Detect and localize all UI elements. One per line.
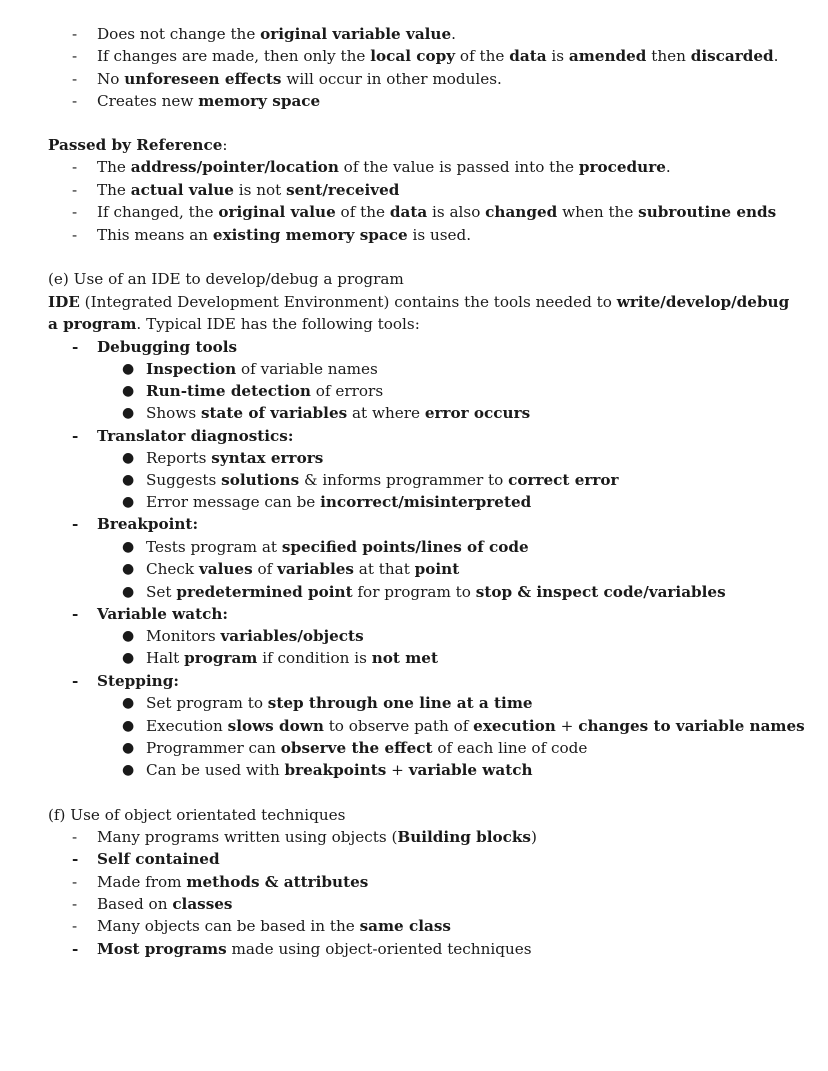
text-run: of the value is passed into the xyxy=(338,158,579,176)
dash-icon: - xyxy=(72,92,78,110)
bullet-icon: ● xyxy=(122,405,135,421)
dash-icon: - xyxy=(72,181,78,199)
tool-bullet-text xyxy=(146,581,726,603)
tool-bullet-text xyxy=(146,647,438,669)
ide-heading: (e) Use of an IDE to develop/debug a program xyxy=(48,270,404,288)
text-run: of xyxy=(252,560,278,578)
text-run: Tests program at xyxy=(146,538,282,556)
list-item xyxy=(0,893,828,915)
bold-run: point xyxy=(414,560,460,578)
text-run: Halt xyxy=(146,649,185,667)
text-run: Many programs written using objects ( xyxy=(97,828,398,846)
bold-run: original value xyxy=(218,203,336,221)
tool-bullet-text xyxy=(146,402,530,424)
bullet-icon: ● xyxy=(122,450,135,466)
dash-icon: - xyxy=(72,70,78,88)
text-run: Made from xyxy=(97,873,187,891)
text-run: No xyxy=(97,70,125,88)
text-run: & informs programmer to xyxy=(299,471,509,489)
text-run: is not xyxy=(233,181,287,199)
text-run: is also xyxy=(427,203,486,221)
list-item-text xyxy=(97,871,368,893)
bold-run: memory space xyxy=(198,92,321,110)
bold-run: solutions xyxy=(221,471,300,489)
tool-bullet-item xyxy=(0,491,828,513)
dash-icon: - xyxy=(72,828,78,846)
tool-bullet-text xyxy=(146,358,378,380)
dash-icon: - xyxy=(72,427,79,445)
tool-label-text xyxy=(97,513,198,535)
text-run: of each line of code xyxy=(432,739,588,757)
bullet-icon: ● xyxy=(122,695,135,711)
tool-bullet-item xyxy=(0,536,828,558)
text-run: if condition is xyxy=(257,649,372,667)
tool-bullet-text xyxy=(146,737,587,759)
text-run: made using object-oriented techniques xyxy=(226,940,532,958)
bold-run: variable watch xyxy=(408,761,533,779)
text-run: Reports xyxy=(146,449,212,467)
bold-run: Translator diagnostics: xyxy=(97,427,294,445)
bold-run: discarded xyxy=(690,47,774,65)
tool-label-text xyxy=(97,670,179,692)
bullet-icon: ● xyxy=(122,584,135,600)
text-run: of errors xyxy=(310,382,384,400)
bold-run: Inspection xyxy=(146,360,237,378)
list-item xyxy=(0,156,828,178)
bold-run: address/pointer/location xyxy=(130,158,339,176)
bold-run: data xyxy=(509,47,547,65)
text-run: The xyxy=(97,181,131,199)
tool-bullet-text xyxy=(146,469,619,491)
bold-run: local copy xyxy=(370,47,456,65)
tool-bullet-text xyxy=(146,558,459,580)
list-item-text xyxy=(97,23,456,45)
dash-icon: - xyxy=(72,338,79,356)
paragraph-line xyxy=(0,291,828,313)
bold-run: variables/objects xyxy=(220,627,364,645)
list-item-text xyxy=(97,45,778,67)
bold-run: Debugging tools xyxy=(97,338,238,356)
bold-run: Breakpoint: xyxy=(97,515,199,533)
text-run: (Integrated Development Environment) contains the tools needed to xyxy=(79,293,617,311)
text-run: when the xyxy=(557,203,639,221)
dash-icon: - xyxy=(72,47,78,65)
tool-bullet-text xyxy=(146,759,533,781)
bullet-icon: ● xyxy=(122,628,135,644)
bold-run: values xyxy=(198,560,253,578)
bullet-icon: ● xyxy=(122,740,135,756)
bold-run: stop & inspect code/variables xyxy=(475,583,726,601)
bold-run: Variable watch: xyxy=(97,605,229,623)
list-item-text xyxy=(97,915,451,937)
tool-bullet-item xyxy=(0,737,828,759)
bullet-icon: ● xyxy=(122,718,135,734)
text-run: of the xyxy=(455,47,510,65)
bullet-icon: ● xyxy=(122,472,135,488)
tool-label xyxy=(0,513,828,535)
list-item-text xyxy=(97,179,399,201)
oo-heading: (f) Use of object orientated techniques xyxy=(48,806,346,824)
list-item-text xyxy=(97,224,471,246)
dash-icon: - xyxy=(72,873,78,891)
dash-icon: - xyxy=(72,895,78,913)
dash-icon: - xyxy=(72,917,78,935)
tool-bullet-item xyxy=(0,581,828,603)
bullet-icon: ● xyxy=(122,383,135,399)
text-run: for program to xyxy=(352,583,476,601)
bold-run: classes xyxy=(172,895,233,913)
tool-bullet-item xyxy=(0,715,828,737)
text-run: Monitors xyxy=(146,627,221,645)
bullet-icon: ● xyxy=(122,650,135,666)
text-run: . xyxy=(665,158,671,176)
text-run: This means an xyxy=(97,226,213,244)
text-run: ) xyxy=(531,828,537,846)
bold-run: predetermined point xyxy=(176,583,353,601)
dash-icon: - xyxy=(72,850,79,868)
section-heading xyxy=(0,268,828,290)
bold-run: Most programs xyxy=(97,940,227,958)
tool-bullet-item xyxy=(0,692,828,714)
list-item xyxy=(0,826,828,848)
list-item xyxy=(0,871,828,893)
passed-by-reference-heading xyxy=(48,134,227,156)
list-item-text xyxy=(97,826,537,848)
bold-run: Stepping: xyxy=(97,672,179,690)
dash-icon: - xyxy=(72,605,79,623)
list-item xyxy=(0,23,828,45)
tool-label xyxy=(0,603,828,625)
list-item xyxy=(0,848,828,870)
bold-run: existing memory space xyxy=(212,226,408,244)
heading-text: Passed by Reference xyxy=(48,136,223,154)
tool-bullet-text xyxy=(146,692,533,714)
ide-intro-line-1 xyxy=(48,291,789,313)
text-run: If changed, the xyxy=(97,203,219,221)
text-run: Creates new xyxy=(97,92,199,110)
bold-run: IDE xyxy=(48,293,80,311)
tool-label-text xyxy=(97,603,228,625)
bold-run: unforeseen effects xyxy=(124,70,282,88)
text-run: Can be used with xyxy=(146,761,285,779)
text-run: . Typical IDE has the following tools: xyxy=(136,315,420,333)
tool-bullet-item xyxy=(0,380,828,402)
text-run: of the xyxy=(335,203,390,221)
bold-run: a program xyxy=(48,315,137,333)
tool-bullet-item xyxy=(0,759,828,781)
dash-icon: - xyxy=(72,672,79,690)
text-run: to observe path of xyxy=(323,717,474,735)
list-item-text xyxy=(97,938,532,960)
text-run: Execution xyxy=(146,717,228,735)
bold-run: step through one line at a time xyxy=(267,694,533,712)
bold-run: procedure xyxy=(578,158,666,176)
text-run: is xyxy=(546,47,569,65)
bold-run: observe the effect xyxy=(280,739,433,757)
dash-icon: - xyxy=(72,226,78,244)
bullet-icon: ● xyxy=(122,539,135,555)
heading-suffix: : xyxy=(222,136,228,154)
text-run: The xyxy=(97,158,131,176)
tool-bullet-item xyxy=(0,558,828,580)
tool-bullet-item xyxy=(0,447,828,469)
bold-run: write/develop/debug xyxy=(616,293,790,311)
dash-icon: - xyxy=(72,158,78,176)
tool-label-text xyxy=(97,425,293,447)
tool-label-text xyxy=(97,336,237,358)
text-run: Shows xyxy=(146,404,201,422)
paragraph-line xyxy=(0,313,828,335)
bold-run: same class xyxy=(359,917,451,935)
list-item xyxy=(0,68,828,90)
list-item-text xyxy=(97,156,671,178)
bold-run: actual value xyxy=(130,181,234,199)
text-run: Set program to xyxy=(146,694,268,712)
list-item xyxy=(0,915,828,937)
ide-intro-line-2 xyxy=(48,313,420,335)
text-run: Check xyxy=(146,560,199,578)
list-item xyxy=(0,179,828,201)
tool-bullet-text xyxy=(146,625,364,647)
text-run: Set xyxy=(146,583,177,601)
section-heading xyxy=(0,804,828,826)
bold-run: program xyxy=(184,649,258,667)
list-item xyxy=(0,45,828,67)
bold-run: changes to variable names xyxy=(578,717,805,735)
bold-run: syntax errors xyxy=(211,449,324,467)
text-run: will occur in other modules. xyxy=(281,70,502,88)
tool-bullet-text xyxy=(146,380,383,402)
bullet-icon: ● xyxy=(122,762,135,778)
list-item-text xyxy=(97,90,320,112)
dash-icon: - xyxy=(72,203,78,221)
bold-run: changed xyxy=(485,203,558,221)
text-run: + xyxy=(555,717,579,735)
tool-label xyxy=(0,670,828,692)
text-run: Does not change the xyxy=(97,25,261,43)
bold-run: sent/received xyxy=(286,181,400,199)
list-item-text xyxy=(97,893,232,915)
text-run: If changes are made, then only the xyxy=(97,47,371,65)
bold-run: error occurs xyxy=(424,404,531,422)
tool-bullet-item xyxy=(0,647,828,669)
tool-bullet-text xyxy=(146,536,529,558)
bold-run: correct error xyxy=(508,471,619,489)
dash-icon: - xyxy=(72,940,79,958)
bold-run: breakpoints xyxy=(284,761,387,779)
bold-run: Self contained xyxy=(97,850,220,868)
bold-run: subroutine ends xyxy=(638,203,777,221)
tool-label xyxy=(0,425,828,447)
tool-bullet-item xyxy=(0,625,828,647)
tool-label xyxy=(0,336,828,358)
text-run: . xyxy=(773,47,779,65)
list-item xyxy=(0,201,828,223)
text-run: at where xyxy=(347,404,425,422)
bold-run: methods & attributes xyxy=(186,873,369,891)
bold-run: amended xyxy=(568,47,647,65)
list-item-text xyxy=(97,68,502,90)
tool-bullet-item xyxy=(0,402,828,424)
bold-run: Run-time detection xyxy=(146,382,311,400)
bold-run: not met xyxy=(371,649,438,667)
list-item xyxy=(0,938,828,960)
bold-run: original variable value xyxy=(260,25,452,43)
bullet-icon: ● xyxy=(122,361,135,377)
tool-bullet-text xyxy=(146,715,805,737)
bold-run: variables xyxy=(277,560,354,578)
section-heading xyxy=(0,134,828,156)
bold-run: data xyxy=(389,203,428,221)
bold-run: specified points/lines of code xyxy=(281,538,529,556)
tool-bullet-text xyxy=(146,491,531,513)
list-item-text xyxy=(97,201,776,223)
list-item xyxy=(0,90,828,112)
bold-run: state of variables xyxy=(200,404,348,422)
list-item xyxy=(0,224,828,246)
dash-icon: - xyxy=(72,515,79,533)
text-run: Suggests xyxy=(146,471,222,489)
text-run: + xyxy=(386,761,409,779)
tool-bullet-text xyxy=(146,447,323,469)
bold-run: Building blocks xyxy=(397,828,531,846)
bullet-icon: ● xyxy=(122,561,135,577)
bold-run: execution xyxy=(473,717,556,735)
text-run: of variable names xyxy=(236,360,378,378)
text-run: Many objects can be based in the xyxy=(97,917,360,935)
text-run: at that xyxy=(353,560,415,578)
text-run: then xyxy=(646,47,691,65)
bullet-icon: ● xyxy=(122,494,135,510)
list-item-text xyxy=(97,848,220,870)
tool-bullet-item xyxy=(0,469,828,491)
text-run: Based on xyxy=(97,895,173,913)
bold-run: incorrect/misinterpreted xyxy=(320,493,532,511)
text-run: Error message can be xyxy=(146,493,321,511)
tool-bullet-item xyxy=(0,358,828,380)
text-run: Programmer can xyxy=(146,739,281,757)
text-run: . xyxy=(451,25,456,43)
dash-icon: - xyxy=(72,25,78,43)
bold-run: slows down xyxy=(227,717,324,735)
text-run: is used. xyxy=(407,226,472,244)
